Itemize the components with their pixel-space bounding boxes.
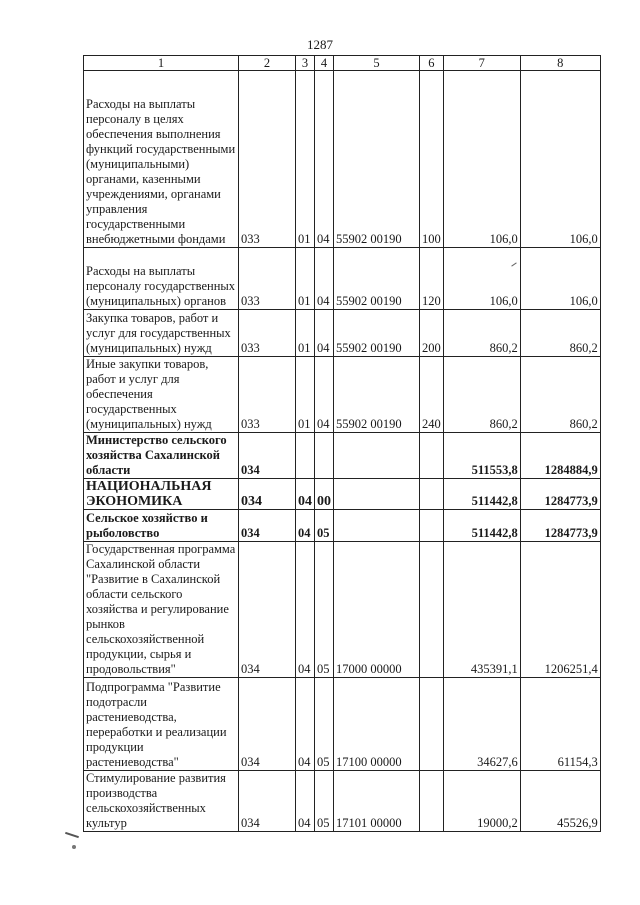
cell-value-8: 1206251,4 [520, 542, 600, 678]
cell-gr: 034 [239, 678, 296, 771]
margin-scribble [65, 832, 79, 838]
table-header-row [84, 56, 601, 71]
cell-vr [420, 542, 444, 678]
cell-rz: 04 [296, 542, 315, 678]
cell-pr: 04 [315, 248, 334, 310]
cell-pr: 05 [315, 510, 334, 542]
column-header: 2 [239, 56, 296, 71]
cell-value-7: 511442,8 [443, 510, 520, 542]
cell-vr: 100 [420, 71, 444, 248]
table-row [84, 771, 601, 832]
cell-gr: 033 [239, 310, 296, 357]
column-header: 4 [315, 56, 334, 71]
cell-vr: 240 [420, 357, 444, 433]
cell-value-7: 106,0 [443, 248, 520, 310]
column-header: 3 [296, 56, 315, 71]
cell-vr [420, 771, 444, 832]
column-header: 6 [420, 56, 444, 71]
cell-rz: 01 [296, 310, 315, 357]
cell-vr: 200 [420, 310, 444, 357]
cell-csr [334, 479, 420, 510]
cell-value-8: 61154,3 [520, 678, 600, 771]
cell-csr: 55902 00190 [334, 357, 420, 433]
cell-gr: 034 [239, 433, 296, 479]
table-row [84, 510, 601, 542]
row-name: Иные закупки товаров, работ и услуг для обеспечения государственных (муниципальных) нужд [84, 357, 239, 433]
cell-rz: 01 [296, 357, 315, 433]
column-header: 5 [334, 56, 420, 71]
cell-rz: 01 [296, 71, 315, 248]
cell-pr: 05 [315, 678, 334, 771]
cell-pr: 04 [315, 71, 334, 248]
cell-value-8: 106,0 [520, 71, 600, 248]
row-name: НАЦИОНАЛЬНАЯ ЭКОНОМИКА [84, 479, 239, 510]
cell-value-8: 1284884,9 [520, 433, 600, 479]
cell-pr [315, 433, 334, 479]
cell-vr: 120 [420, 248, 444, 310]
cell-value-7: 860,2 [443, 357, 520, 433]
table-row [84, 248, 601, 310]
cell-value-7: 435391,1 [443, 542, 520, 678]
row-name: Сельское хозяйство и рыболовство [84, 510, 239, 542]
table-row [84, 542, 601, 678]
cell-value-8: 45526,9 [520, 771, 600, 832]
page-number: 1287 [307, 37, 333, 52]
cell-vr [420, 510, 444, 542]
cell-gr: 034 [239, 542, 296, 678]
column-header: 8 [520, 56, 600, 71]
table-row [84, 433, 601, 479]
cell-rz: 04 [296, 479, 315, 510]
cell-csr: 17100 00000 [334, 678, 420, 771]
row-name: Расходы на выплаты персоналу государственных (муниципальных) органов [84, 248, 239, 310]
row-name: Государственная программа Сахалинской области "Развитие в Сахалинской области сельского хозяйства и регулирование рынков сельскохозяйственной продукции, сырья и продовольствия" [84, 542, 239, 678]
margin-dot [72, 845, 76, 849]
cell-rz [296, 433, 315, 479]
cell-gr: 033 [239, 71, 296, 248]
table-row [84, 357, 601, 433]
cell-vr [420, 479, 444, 510]
row-name: Стимулирование развития производства сельскохозяйственных культур [84, 771, 239, 832]
cell-value-7: 860,2 [443, 310, 520, 357]
row-name: Закупка товаров, работ и услуг для государственных (муниципальных) нужд [84, 310, 239, 357]
table-row [84, 71, 601, 248]
cell-rz: 01 [296, 248, 315, 310]
cell-value-8: 1284773,9 [520, 479, 600, 510]
cell-csr [334, 510, 420, 542]
cell-rz: 04 [296, 771, 315, 832]
cell-value-7: 511442,8 [443, 479, 520, 510]
cell-gr: 033 [239, 248, 296, 310]
cell-csr: 55902 00190 [334, 310, 420, 357]
cell-csr: 17000 00000 [334, 542, 420, 678]
cell-pr: 05 [315, 542, 334, 678]
table-row [84, 479, 601, 510]
cell-csr [334, 433, 420, 479]
row-name: Министерство сельского хозяйства Сахалинской области [84, 433, 239, 479]
cell-pr: 00 [315, 479, 334, 510]
cell-value-8: 106,0 [520, 248, 600, 310]
cell-rz: 04 [296, 510, 315, 542]
cell-pr: 04 [315, 357, 334, 433]
cell-value-8: 860,2 [520, 357, 600, 433]
cell-csr: 55902 00190 [334, 71, 420, 248]
cell-gr: 033 [239, 357, 296, 433]
cell-vr [420, 433, 444, 479]
cell-gr: 034 [239, 771, 296, 832]
cell-value-7: 106,0 [443, 71, 520, 248]
column-header: 7 [443, 56, 520, 71]
cell-value-7: 19000,2 [443, 771, 520, 832]
cell-value-8: 1284773,9 [520, 510, 600, 542]
row-name: Подпрограмма "Развитие подотрасли растениеводства, переработки и реализации продукции растениеводства" [84, 678, 239, 771]
cell-vr [420, 678, 444, 771]
table-row [84, 678, 601, 771]
cell-gr: 034 [239, 479, 296, 510]
cell-value-8: 860,2 [520, 310, 600, 357]
cell-value-7: 511553,8 [443, 433, 520, 479]
column-header: 1 [84, 56, 239, 71]
table-row [84, 310, 601, 357]
cell-csr: 17101 00000 [334, 771, 420, 832]
cell-pr: 04 [315, 310, 334, 357]
cell-gr: 034 [239, 510, 296, 542]
row-name: Расходы на выплаты персоналу в целях обеспечения выполнения функций государственными (муниципальными) органами, казенными учреждениями, органами управления государственными внебюджетными фондами [84, 71, 239, 248]
cell-csr: 55902 00190 [334, 248, 420, 310]
cell-pr: 05 [315, 771, 334, 832]
cell-rz: 04 [296, 678, 315, 771]
budget-table [83, 55, 601, 832]
cell-value-7: 34627,6 [443, 678, 520, 771]
